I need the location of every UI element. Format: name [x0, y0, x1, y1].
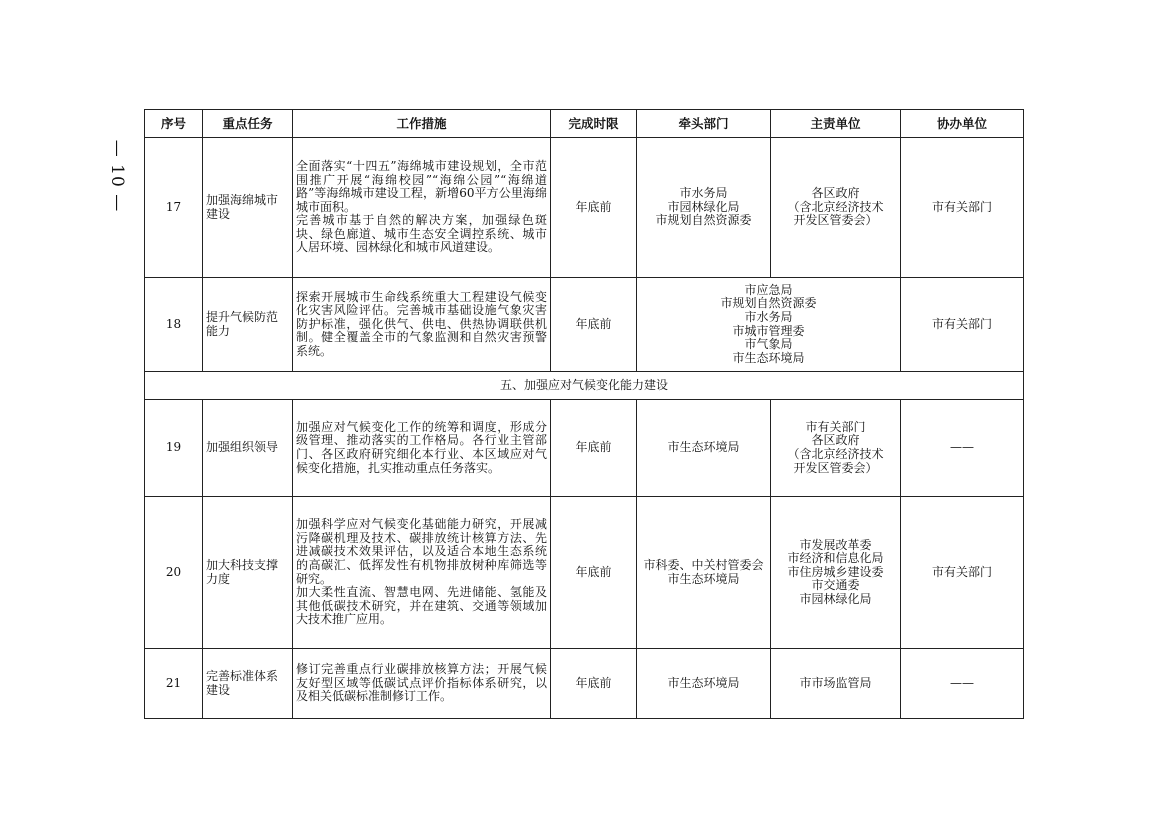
- row-deadline: 年底前: [551, 649, 637, 719]
- table-row: [145, 278, 1024, 372]
- row-task: 加强组织领导: [203, 400, 293, 497]
- lead-dept: 市规划自然资源委: [720, 296, 817, 311]
- main-unit: 市经济和信息化局: [787, 551, 884, 566]
- page-number-text: — 10 —: [107, 139, 128, 212]
- header-no: 序号: [145, 110, 203, 138]
- row-number: 19: [145, 400, 203, 497]
- header-measures: 工作措施: [293, 110, 551, 138]
- header-deadline: 完成时限: [551, 110, 637, 138]
- main-unit: 开发区管委会）: [793, 213, 878, 228]
- row-measures: [293, 138, 551, 278]
- row-assist: ——: [901, 400, 1024, 497]
- header-row: [145, 110, 1024, 138]
- header-task: 重点任务: [203, 110, 293, 138]
- row-measures: [293, 497, 551, 649]
- row-deadline: 年底前: [551, 497, 637, 649]
- main-unit: 市园林绿化局: [799, 591, 872, 606]
- row-number: 20: [145, 497, 203, 649]
- row-assist: 市有关部门: [901, 497, 1024, 649]
- measure-text: 全面落实“十四五”海绵城市建设规划，全市范围推广开展“海绵校园”“海绵公园”“海绵道路”等海绵城市建设工程，新增60平方公里海绵城市面积。: [296, 158, 547, 214]
- row-assist: 市有关部门: [901, 138, 1024, 278]
- row-measures: 加强应对气候变化工作的统筹和调度，形成分级管理、推动落实的工作格局。各行业主管部门、各区政府研究细化本行业、本区域应对气候变化措施，扎实推动重点任务落实。: [293, 400, 551, 497]
- header-main: 主责单位: [771, 110, 901, 138]
- measure-text: 加强科学应对气候变化基础能力研究，开展减污降碳机理及技术、碳排放统计核算方法、先进减碳技术效果评估，以及适合本地生态系统的高碳汇、低挥发性有机物排放树种库筛选等研究。: [296, 517, 547, 586]
- lead-dept: 市科委、中关村管委会: [643, 557, 764, 572]
- row-measures: 探索开展城市生命线系统重大工程建设气候变化灾害风险评估。完善城市基础设施气象灾害防护标准，强化供气、供电、供热协调联供机制。健全覆盖全市的气象监测和自然灾害预警系统。: [293, 278, 551, 372]
- row-task: 加强海绵城市建设: [203, 138, 293, 278]
- lead-dept: 市规划自然资源委: [655, 213, 752, 228]
- section-row: [145, 372, 1024, 400]
- row-lead: [637, 138, 771, 278]
- lead-dept: 市园林绿化局: [667, 199, 740, 214]
- row-assist: ——: [901, 649, 1024, 719]
- row-lead-main: [637, 278, 901, 372]
- task-table: [144, 109, 1024, 719]
- row-task: 加大科技支撑力度: [203, 497, 293, 649]
- row-main: [771, 400, 901, 497]
- row-deadline: 年底前: [551, 138, 637, 278]
- table-row: [145, 138, 1024, 278]
- row-number: 18: [145, 278, 203, 372]
- row-number: 21: [145, 649, 203, 719]
- lead-dept: 市水务局: [679, 186, 728, 201]
- main-unit: （含北京经济技术: [787, 447, 884, 461]
- table-row: [145, 400, 1024, 497]
- header-assist: 协办单位: [901, 110, 1024, 138]
- lead-dept: 市应急局: [744, 282, 793, 297]
- main-unit: 开发区管委会）: [793, 460, 878, 475]
- row-task: 完善标准体系建设: [203, 649, 293, 719]
- lead-dept: 市城市管理委: [732, 323, 805, 338]
- main-unit: 市交通委: [811, 578, 860, 593]
- main-unit: 市住房城乡建设委: [787, 564, 884, 579]
- main-unit: 市发展改革委: [799, 537, 872, 552]
- row-measures: 修订完善重点行业碳排放核算方法；开展气候友好型区域等低碳试点评价指标体系研究，以及相关低碳标准制修订工作。: [293, 649, 551, 719]
- measure-text: 加大柔性直流、智慧电网、先进储能、氢能及其他低碳技术研究，并在建筑、交通等领域加大技术推广应用。: [296, 585, 547, 627]
- row-lead: 市生态环境局: [637, 400, 771, 497]
- row-task: 提升气候防范能力: [203, 278, 293, 372]
- table-row: [145, 649, 1024, 719]
- row-lead: [637, 497, 771, 649]
- row-number: 17: [145, 138, 203, 278]
- row-deadline: 年底前: [551, 400, 637, 497]
- row-main: [771, 497, 901, 649]
- row-assist: 市有关部门: [901, 278, 1024, 372]
- header-lead: 牵头部门: [637, 110, 771, 138]
- row-main: 市市场监管局: [771, 649, 901, 719]
- main-unit: 各区政府: [811, 186, 860, 201]
- lead-dept: 市生态环境局: [732, 350, 805, 365]
- page-number: [103, 128, 131, 223]
- main-unit: 市有关部门: [805, 419, 866, 434]
- lead-dept: 市水务局: [744, 309, 793, 324]
- row-lead: 市生态环境局: [637, 649, 771, 719]
- main-unit: （含北京经济技术: [787, 199, 884, 214]
- measure-text: 完善城市基于自然的解决方案，加强绿色斑块、绿色廊道、城市生态安全调控系统、城市人居环境、园林绿化和城市风道建设。: [296, 213, 547, 255]
- table-row: [145, 497, 1024, 649]
- row-deadline: 年底前: [551, 278, 637, 372]
- section-title: 五、加强应对气候变化能力建设: [145, 372, 1024, 400]
- main-unit: 各区政府: [811, 433, 860, 448]
- row-main: [771, 138, 901, 278]
- lead-dept: 市生态环境局: [667, 571, 740, 586]
- lead-dept: 市气象局: [744, 337, 793, 352]
